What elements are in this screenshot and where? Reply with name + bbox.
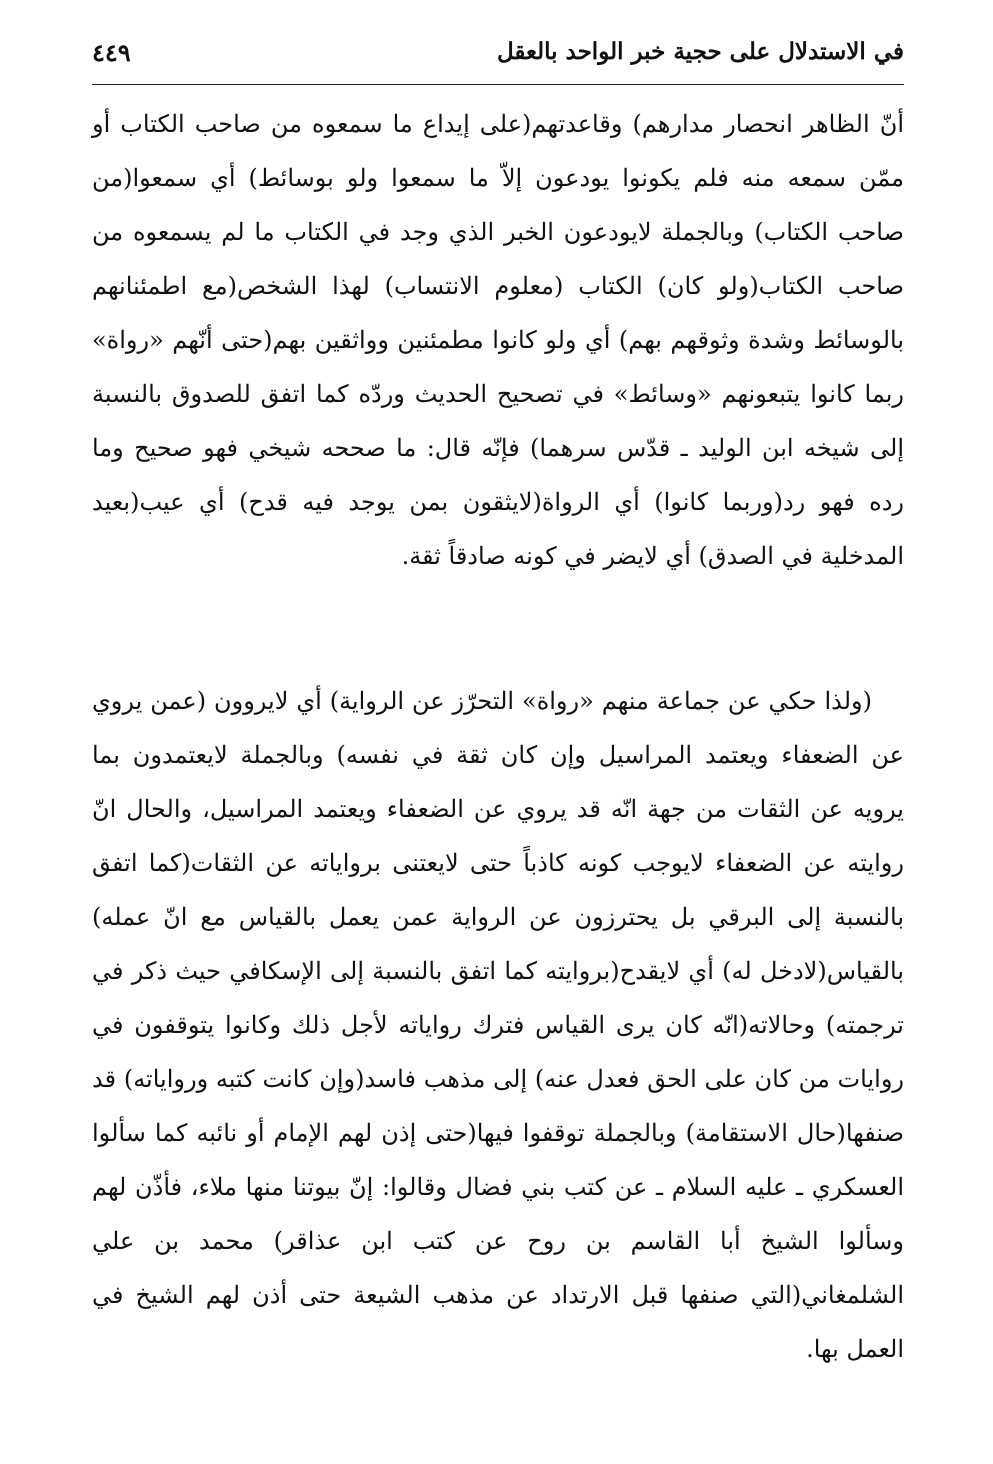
header-title: في الاستدلال على حجية خبر الواحد بالعقل — [496, 38, 904, 65]
paragraph-text: (ولذا حكي عن جماعة منهم «رواة» التحرّز عن الرواية) أي لايروون (عمن يروي عن الضعفاء ويعتمد المراسيل وإن كان ثقة في نفسه) وبالجملة لايعتمدون بما يرويه عن الثقات من جهة انّه قد يروي عن الضعفاء ويعتمد المراسيل، والحال انّ روايته عن الضعفاء لايوجب كونه كاذباً حتى لايعتنى برواياته عن الثقات(كما اتفق بالنسبة إلى البرقي بل يحترزون عن الرواية عمن يعمل بالقياس مع انّ عمله) بالقياس(لادخل له) أي لايقدح(بروايته كما اتفق بالنسبة إلى الإسكافي حيث ذكر في ترجمته) وحالاته(انّه كان يرى القياس فترك رواياته لأجل ذلك وكانوا يتوقفون في روايات من كان على الحق فعدل عنه) إلى مذهب فاسد(وإن كانت كتبه ورواياته) قد صنفها(حال الاستقامة) وبالجملة توقفوا فيها(حتى إذن لهم الإمام أو نائبه كما سألوا العسكري ـ عليه السلام ـ عن كتب بني فضال وقالوا: إنّ بيوتنا منها ملاء، فأذّن لهم وسألوا الشيخ أبا القاسم بن روح عن كتب ابن عذاقر) محمد بن علي الشلمغاني(التي صنفها قبل الارتداد عن مذهب الشيعة حتى أذن لهم الشيخ في العمل بها. — [92, 687, 905, 1363]
paragraph-1 — [92, 97, 904, 583]
running-header — [92, 30, 904, 86]
paragraph-2 — [92, 674, 904, 1376]
paragraph-text: أنّ الظاهر انحصار مدارهم) وقاعدتهم(على إيداع ما سمعوه من صاحب الكتاب أو ممّن سمعه منه فلم يكونوا يودعون إلاّ ما سمعوا ولو بوسائط) أي سمعوا(من صاحب الكتاب) وبالجملة لايودعون الخبر الذي وجد في الكتاب ما لم يسمعوه من صاحب الكتاب(ولو كان) الكتاب (معلوم الانتساب) لهذا الشخص(مع اطمئنانهم بالوسائط وشدة وثوقهم بهم) أي ولو كانوا مطمئنين وواثقين بهم(حتى أنّهم «رواة» ربما كانوا يتبعونهم «وسائط» في تصحيح الحديث وردّه كما اتفق للصدوق بالنسبة إلى شيخه ابن الوليد ـ قدّس سرهما) فإنّه قال: ما صححه شيخي فهو صحيح وما رده فهو رد(وربما كانوا) أي الرواة(لايثقون بمن يوجد فيه قدح) أي عيب(بعيد المدخلية في الصدق) أي لايضر في كونه صادقاً ثقة. — [92, 110, 905, 570]
header-divider — [92, 84, 904, 85]
page-number: ٤٤٩ — [92, 38, 131, 67]
